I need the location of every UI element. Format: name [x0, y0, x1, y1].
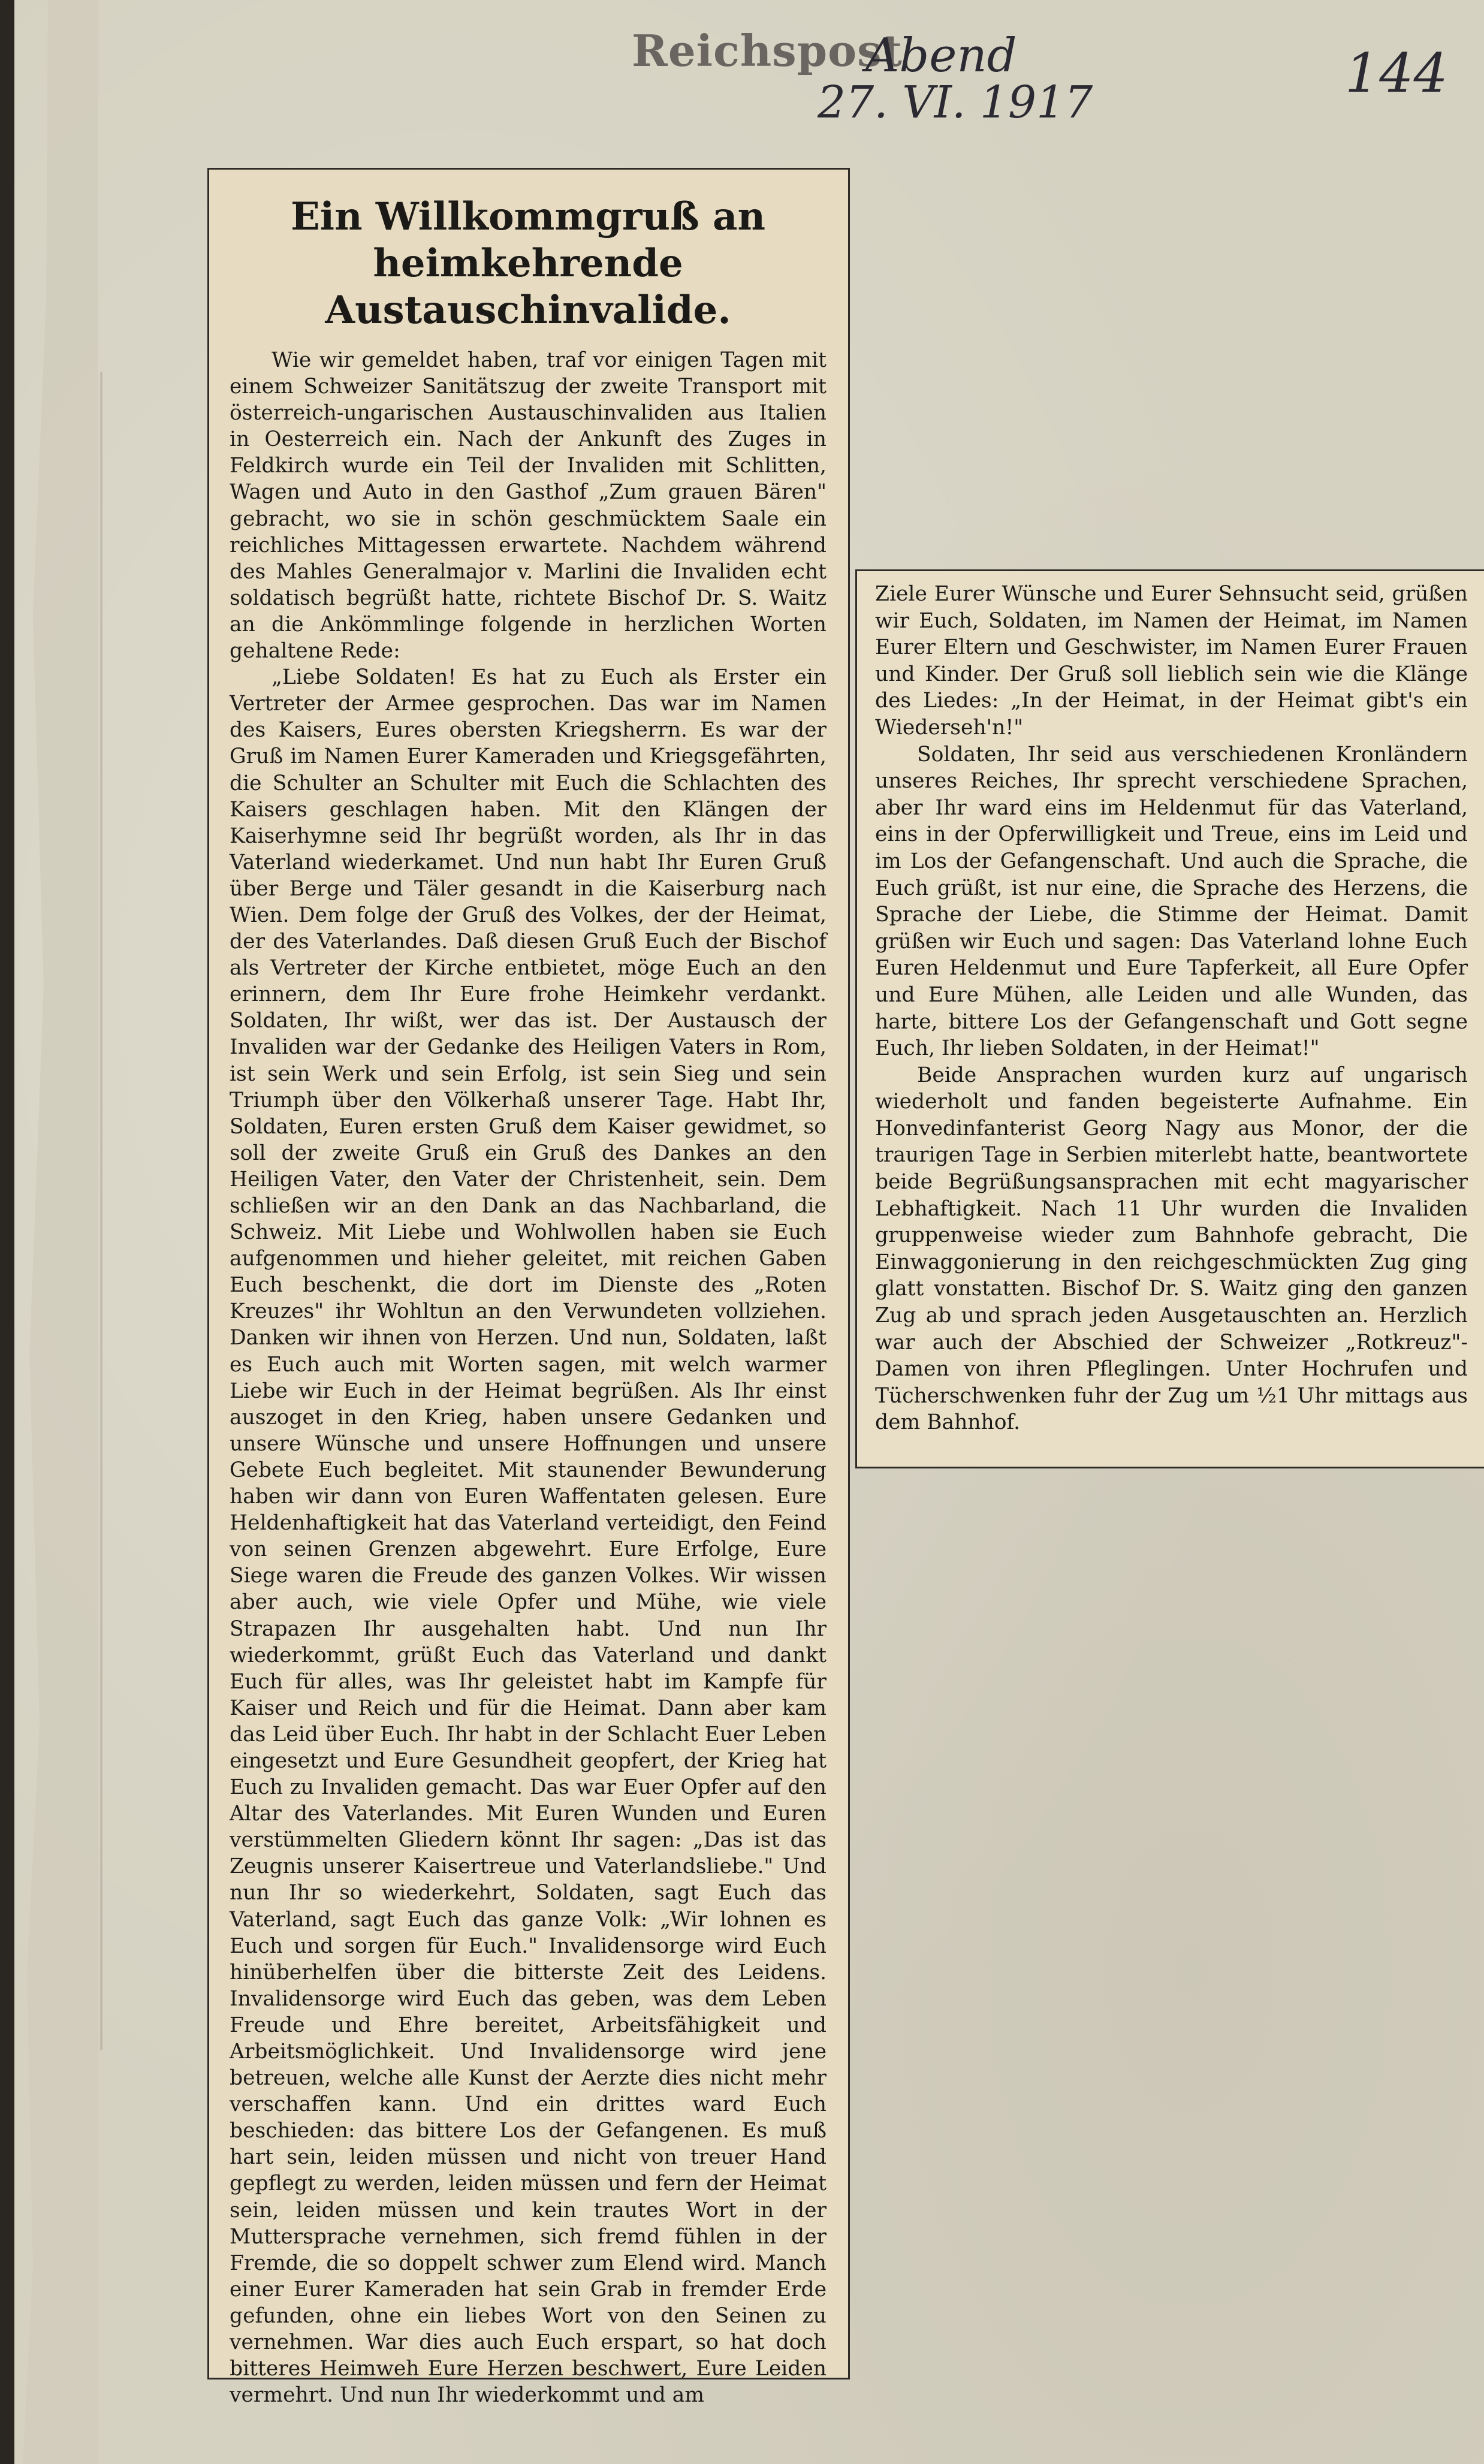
- torn-paper-edge: [14, 0, 98, 2464]
- paragraph-continuation: Ziele Eurer Wünsche und Eurer Sehnsucht seid, grüßen wir Euch, Soldaten, im Namen der Heimat, im Namen Eurer Eltern und Geschwister, im Namen Eurer Frauen und Kinder. Der Gruß soll lieblich sein wie die Klänge des Liedes: „In der Heimat, in der Heimat gibt's ein Wiederseh'n!": [875, 582, 1468, 740]
- article-body-left: [230, 347, 827, 2408]
- handwritten-folio-number: 144: [1345, 42, 1448, 105]
- handwritten-edition: Abend: [865, 29, 1017, 83]
- newspaper-masthead-stamp: Reichspost: [632, 25, 903, 76]
- article-body-right: [875, 581, 1468, 1436]
- paragraph-speech: „Liebe Soldaten! Es hat zu Euch als Erster ein Vertreter der Armee gesprochen. Das war im Namen des Kaisers, Eures obersten Kriegsherrn. Es war der Gruß im Namen Eurer Kameraden und Kriegsgefährten, die Schulter an Schulter mit Euch die Schlachten des Kaisers geschlagen haben. Mit den Klängen der Kaiserhymne seid Ihr begrüßt worden, als Ihr in das Vaterland wiederkamet. Und nun habt Ihr Euren Gruß über Berge und Täler gesandt in die Kaiserburg nach Wien. Dem folge der Gruß des Volkes, der der Heimat, der des Vaterlandes. Daß diesen Gruß Euch der Bischof als Vertreter der Kirche entbietet, möge Euch an den erinnern, dem Ihr Eure frohe Heimkehr verdankt. Soldaten, Ihr wißt, wer das ist. Der Austausch der Invaliden war der Gedanke des Heiligen Vaters in Rom, ist sein Werk und sein Erfolg, ist sein Sieg und sein Triumph über den Völkerhaß unserer Tage. Habt Ihr, Soldaten, Euren ersten Gruß dem Kaiser gewidmet, so soll der zweite Gruß ein Gruß des Dankes an den Heiligen Vater, den Vater der Christenheit, sein. Dem schließen wir an den Dank an das Nachbarland, die Schweiz. Mit Liebe und Wohlwollen haben sie Euch aufgenommen und hieher geleitet, mit reichen Gaben Euch beschenkt, die dort im Dienste des „Roten Kreuzes" ihr Wohltun an den Verwundeten vollziehen. Danken wir ihnen von Herzen. Und nun, Soldaten, laßt es Euch auch mit Worten sagen, mit welch warmer Liebe wir Euch in der Heimat begrüßen. Als Ihr einst auszoget in den Krieg, haben unsere Gedanken und unsere Wünsche und unsere Hoffnungen und unsere Gebete Euch begleitet. Mit staunender Bewunderung haben wir dann von Euren Waffentaten gelesen. Eure Heldenhaftigkeit hat das Vaterland verteidigt, den Feind von seinen Grenzen abgewehrt. Eure Erfolge, Eure Siege waren die Freude des ganzen Volkes. Wir wissen aber auch, wie viele Opfer und Mühe, wie viele Strapazen Ihr ausgehalten habt. Und nun Ihr wiederkommt, grüßt Euch das Vaterland und dankt Euch für alles, was Ihr geleistet habt im Kampfe für Kaiser und Reich und für die Heimat. Dann aber kam das Leid über Euch. Ihr habt in der Schlacht Euer Leben eingesetzt und Eure Gesundheit geopfert, der Krieg hat Euch zu Invaliden gemacht. Das war Euer Opfer auf den Altar des Vaterlandes. Mit Euren Wunden und Euren verstümmelten Gliedern könnt Ihr sagen: „Das ist das Zeugnis unserer Kaisertreue und Vaterlandsliebe." Und nun Ihr so wiederkehrt, Soldaten, sagt Euch das Vaterland, sagt Euch das ganze Volk: „Wir lohnen es Euch und sorgen für Euch." Invalidensorge wird Euch hinüberhelfen über die bitterste Zeit des Leidens. Invalidensorge wird Euch das geben, was dem Leben Freude und Ehre bereitet, Arbeitsfähigkeit und Arbeitsmöglichkeit. Und Invalidensorge wird jene betreuen, welche alle Kunst der Aerzte dies nicht mehr verschaffen kann. Und ein drittes ward Euch beschieden: das bittere Los der Gefangenen. Es muß hart sein, leiden müssen und nicht von treuer Hand gepflegt zu werden, leiden müssen und fern der Heimat sein, leiden müssen und kein trautes Wort in der Muttersprache vernehmen, sich fremd fühlen in der Fremde, die so doppelt schwer zum Elend wird. Manch einer Eurer Kameraden hat sein Grab in fremder Erde gefunden, ohne ein liebes Wort von den Seinen zu vernehmen. War dies auch Euch erspart, so hat doch bitteres Heimweh Eure Herzen beschwert, Eure Leiden vermehrt. Und nun Ihr wiederkommt und am: [230, 665, 827, 2408]
- handwritten-date: 27. VI. 1917: [818, 77, 1093, 128]
- paragraph-soldiers: Soldaten, Ihr seid aus verschiedenen Kronländern unseres Reiches, Ihr sprecht verschiedene Sprachen, aber Ihr ward eins im Heldenmut für das Vaterland, eins in der Opferwilligkeit und Treue, eins im Leid und im Los der Gefangenschaft. Und auch die Sprache, die Euch grüßt, ist nur eine, die Sprache des Herzens, die Sprache der Liebe, die Stimme der Heimat. Damit grüßen wir Euch und sagen: Das Vaterland lohne Euch Euren Heldenmut und Eure Tapferkeit, all Eure Opfer und Eure Mühen, alle Leiden und alle Wunden, das harte, bittere Los der Gefangenschaft und Gott segne Euch, Ihr lieben Soldaten, in der Heimat!": [875, 742, 1468, 1061]
- archive-sheet: [14, 0, 1484, 2464]
- paragraph-closing: Beide Ansprachen wurden kurz auf ungarisch wiederholt und fanden begeisterte Aufnahme. Ein Honvedinfanterist Georg Nagy aus Monor, der die traurigen Tage in Serbien miterlebt hatte, beantwortete beide Begrüßungsansprachen mit echt magyarischer Lebhaftigkeit. Nach 11 Uhr wurden die Invaliden gruppenweise wieder zum Bahnhofe gebracht, Die Einwaggonierung in den reichgeschmückten Zug ging glatt vonstatten. Bischof Dr. S. Waitz ging den ganzen Zug ab und sprach jeden Ausgetauschten an. Herzlich war auch der Abschied der Schweizer „Rotkreuz"-Damen von ihren Pfleglingen. Unter Hochrufen und Tücherschwenken fuhr der Zug um ½1 Uhr mittags aus dem Bahnhof.: [875, 1063, 1468, 1435]
- clipping-left-column: [207, 168, 850, 2408]
- fold-crease: [99, 372, 103, 2050]
- paragraph-intro: Wie wir gemeldet haben, traf vor einigen Tagen mit einem Schweizer Sanitätszug der zweite Transport mit österreich-ungarischen Austauschinvaliden aus Italien in Oesterreich ein. Nach der Ankunft des Zuges in Feldkirch wurde ein Teil der Invaliden mit Schlitten, Wagen und Auto in den Gasthof „Zum grauen Bären" gebracht, wo sie in schön geschmücktem Saale ein reichliches Mittagessen erwartete. Nachdem während des Mahles Generalmajor v. Marlini die Invaliden echt soldatisch begrüßt hatte, richtete Bischof Dr. S. Waitz an die Ankömmlinge folgende in herzlichen Worten gehaltene Rede:: [230, 348, 827, 663]
- article-headline: Ein Willkommgruß an heimkehrende Austauschinvalide.: [291, 194, 765, 333]
- clipping-right-column: [855, 569, 1484, 1468]
